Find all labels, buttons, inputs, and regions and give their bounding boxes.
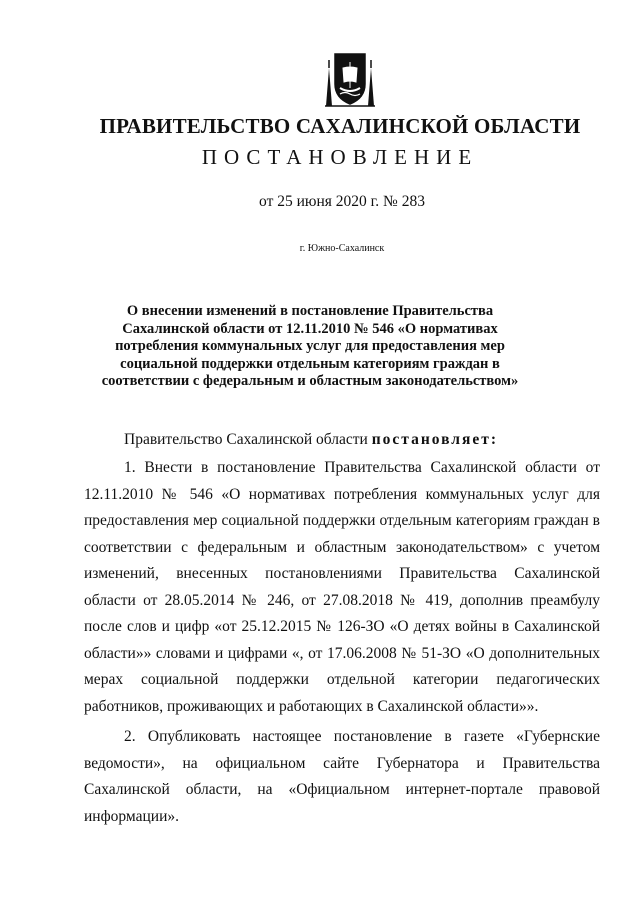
preamble	[124, 431, 498, 449]
document-date-number: от 25 июня 2020 г. № 283	[259, 193, 425, 210]
paragraph-2: 2. Опубликовать настоящее постановление в газете «Губернские ведомости», на официальном сайте Губернатора и Правительства Сахалинской области, на «Официальном интернет-портале правовой информации».	[84, 728, 600, 825]
document-type: ПОСТАНОВЛЕНИЕ	[201, 145, 479, 169]
paragraph-1: 1. Внести в постановление Правительства Сахалинской области от 12.11.2010 № 546 «О нормативах потребления коммунальных услуг для предоставления мер социальной поддержки отдельным категориям граждан в соответствии с федеральным и областным законодательством» с учетом изменений, внесенных постановлениями Правительства Сахалинской области от 28.05.2014 № 246, от 27.08.2018 № 419, дополнив преамбулу после слов и цифр «от 25.12.2015 № 126-ЗО «О детях войны в Сахалинской области»» словами и цифрами «, от 17.06.2008 № 51-ЗО «О дополнительных мерах социальной поддержки отдельной категории педагогических работников, проживающих и работающих в Сахалинской области»».	[84, 459, 600, 715]
government-name: ПРАВИТЕЛЬСТВО САХАЛИНСКОЙ ОБЛАСТИ	[99, 114, 581, 138]
sakhalin-coat-of-arms-icon	[323, 48, 377, 108]
preamble-keyword: постановляет:	[371, 431, 499, 448]
preamble-prefix: Правительство Сахалинской области	[124, 431, 372, 448]
document-subject: О внесении изменений в постановление Правительства Сахалинской области от 12.11.2010 № 546 «О нормативах потребления коммунальных услуг для предоставления мер социальной поддержки отдельным категориям граждан в соответствии с федеральным и областным законодательством»	[101, 303, 519, 389]
document-city: г. Южно-Сахалинск	[299, 243, 385, 254]
